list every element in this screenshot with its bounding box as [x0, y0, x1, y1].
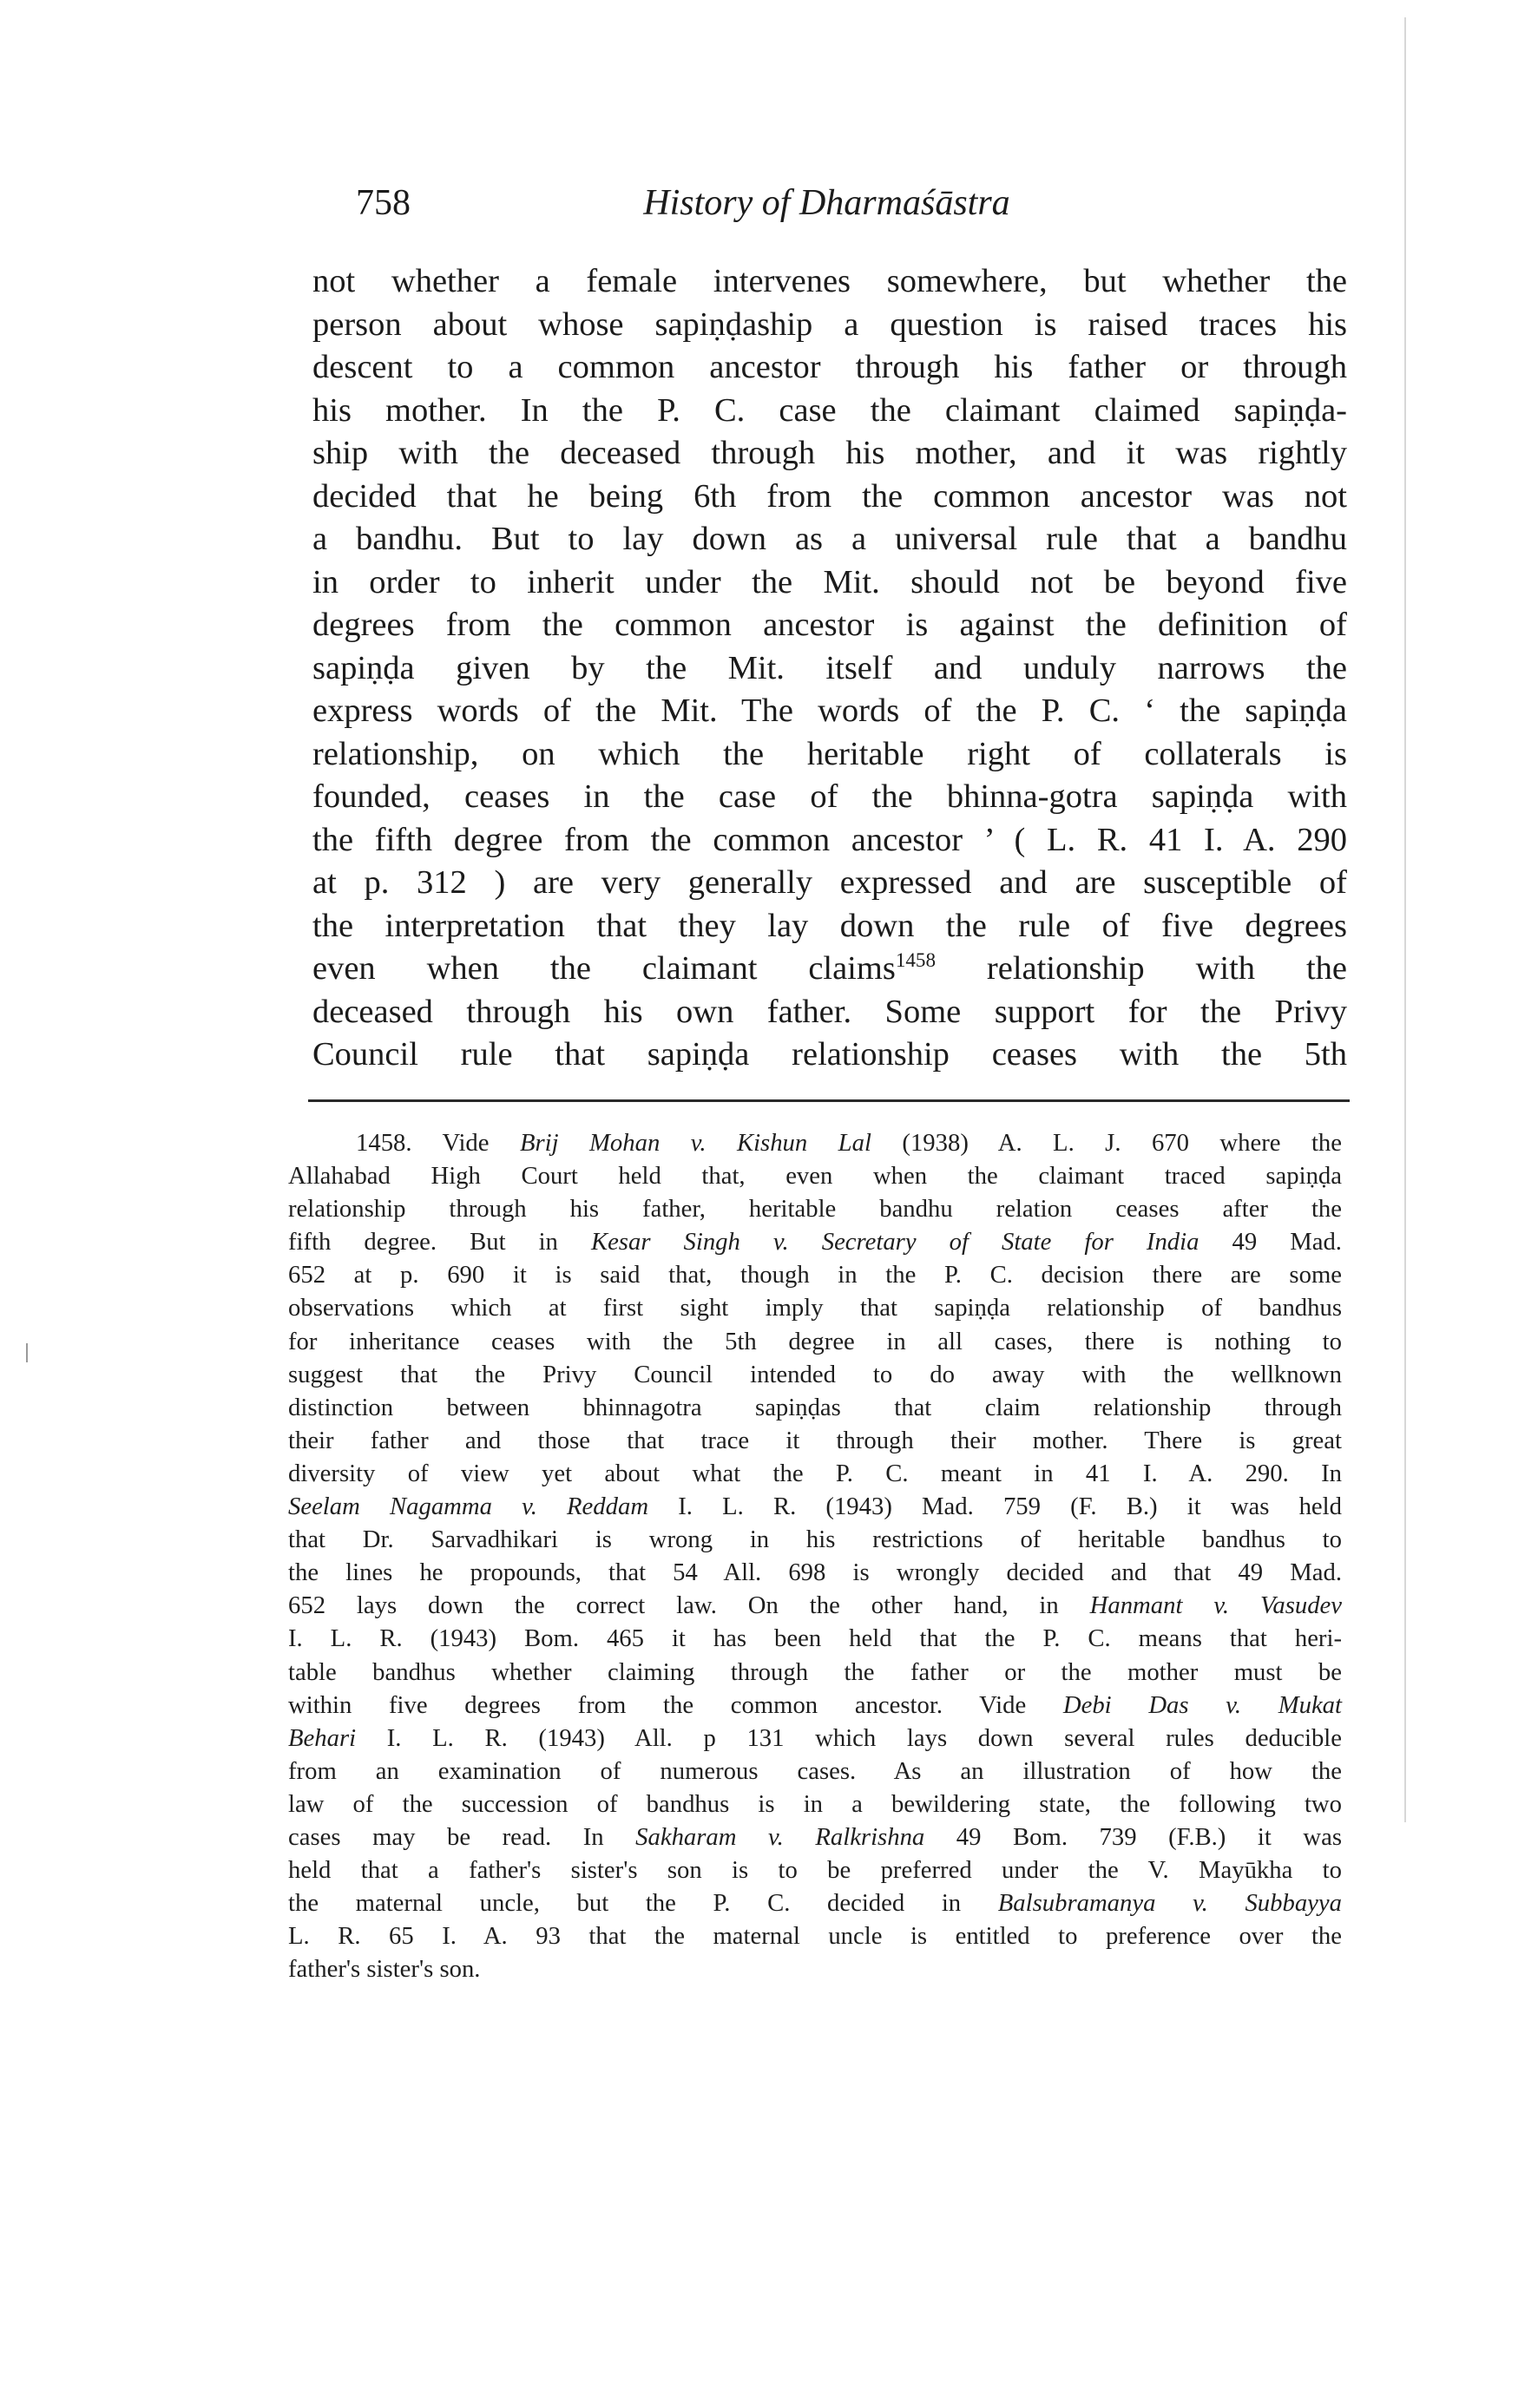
footnote-line: Behari I. L. R. (1943) All. p 131 which lays down several rules deducible [288, 1723, 1342, 1752]
footnote-line: 1458. Vide Brij Mohan v. Kishun Lal (1938) A. L. J. 670 where the [356, 1129, 1342, 1157]
footnote-line: fifth degree. But in Kesar Singh v. Secretary of State for India 49 Mad. [288, 1228, 1342, 1256]
margin-mark [26, 1343, 28, 1362]
footnote-line: I. L. R. (1943) Bom. 465 it has been held that the P. C. means that heri- [288, 1624, 1342, 1653]
text-line: founded, ceases in the case of the bhinna-gotra sapiṇḍa with [312, 778, 1347, 815]
running-title: History of Dharmaśāstra [643, 183, 1010, 223]
footnote-line: cases may be read. In Sakharam v. Ralkrishna 49 Bom. 739 (F.B.) it was [288, 1822, 1343, 1851]
text-line: even when the claimant claims$^{1458}$ relationship with the [312, 948, 1347, 987]
text-line: sapiṇḍa given by the Mit. itself and unduly narrows the [312, 649, 1347, 686]
text-line: his mother. In the P. C. case the claimant claimed sapiṇḍa- [312, 391, 1347, 429]
footnote-line: for inheritance ceases with the 5th degree in all cases, there is nothing to [288, 1327, 1342, 1355]
footnote-line: 652 lays down the correct law. On the other hand, in Hanmant v. Vasudev [288, 1591, 1343, 1620]
text-line: ship with the deceased through his mother, and it was rightly [312, 435, 1347, 471]
footnote-line: table bandhus whether claiming through the father or the mother must be [288, 1657, 1342, 1686]
footnote-line: diversity of view yet about what the P. C. meant in 41 I. A. 290. In [288, 1459, 1342, 1487]
footnote-line: relationship through his father, heritable bandhu relation ceases after the [288, 1195, 1342, 1224]
text-line: the fifth degree from the common ancestor ’ ( L. R. 41 I. A. 290 [312, 821, 1347, 858]
footnote-line: the maternal uncle, but the P. C. decided in Balsubramanya v. Subbayya [288, 1889, 1342, 1918]
footnote-line: their father and those that trace it through their mother. There is great [288, 1426, 1342, 1454]
text-line: the interpretation that they lay down the rule of five degrees [312, 907, 1347, 944]
footnote-line: the lines he propounds, that 54 All. 698 is wrongly decided and that 49 Mad. [288, 1558, 1342, 1587]
footnote-line: Seelam Nagamma v. Reddam I. L. R. (1943) Mad. 759 (F. B.) it was held [288, 1493, 1342, 1521]
footnote-line: held that a father's sister's son is to be preferred under the V. Mayūkha to [288, 1856, 1342, 1885]
footnote-line: observations which at first sight imply that sapiṇḍa relationship of bandhus [288, 1294, 1342, 1322]
text-line: person about whose sapiṇḍaship a question is raised traces his [312, 305, 1347, 343]
main-text [312, 260, 1347, 1077]
text-line: in order to inherit under the Mit. should not be beyond five [312, 563, 1347, 600]
footnote-1458 [288, 1126, 1342, 1985]
text-line: Council rule that sapiṇḍa relationship ceases with the 5th [312, 1036, 1347, 1073]
text-line: express words of the Mit. The words of the P. C. ‘ the sapiṇḍa [312, 692, 1347, 729]
footnote-line: Allahabad High Court held that, even when the claimant traced sapiṇḍa [288, 1162, 1342, 1191]
text-line: decided that he being 6th from the common ancestor was not [312, 477, 1347, 515]
text-line: degrees from the common ancestor is against the definition of [312, 607, 1347, 643]
text-line: not whether a female intervenes somewhere, but whether the [312, 263, 1347, 299]
text-line: at p. 312 ) are very generally expressed and are susceptible of [312, 864, 1347, 901]
footnote-line: law of the succession of bandhus is in a bewildering state, the following two [288, 1789, 1342, 1818]
text-line: deceased through his own father. Some support for the Privy [312, 993, 1347, 1030]
footnote-line: that Dr. Sarvadhikari is wrong in his restrictions of heritable bandhus to [288, 1526, 1342, 1554]
footnote-divider [308, 1099, 1350, 1102]
footnote-line: from an examination of numerous cases. As an illustration of how the [288, 1756, 1342, 1785]
footnote-line: within five degrees from the common ancestor. Vide Debi Das v. Mukat [288, 1690, 1342, 1719]
footnote-line: 652 at p. 690 it is said that, though in the P. C. decision there are some [288, 1261, 1342, 1289]
footnote-line: L. R. 65 I. A. 93 that the maternal uncle is entitled to preference over the [288, 1922, 1342, 1951]
footnote-line: suggest that the Privy Council intended to do away with the wellknown [288, 1360, 1342, 1388]
text-line: a bandhu. But to lay down as a universal rule that a bandhu [312, 521, 1347, 557]
footnote-ref[interactable]: 1458 [895, 948, 936, 972]
text-line: descent to a common ancestor through his father or through [312, 349, 1347, 385]
page-number: 758 [356, 183, 411, 223]
page-edge-line [1404, 17, 1406, 1822]
page-header [308, 182, 1345, 234]
footnote-line: distinction between bhinnagotra sapiṇḍas that claim relationship through [288, 1393, 1342, 1421]
text-line: relationship, on which the heritable right of collaterals is [312, 735, 1347, 772]
footnote-line: father's sister's son. [288, 1955, 481, 1984]
